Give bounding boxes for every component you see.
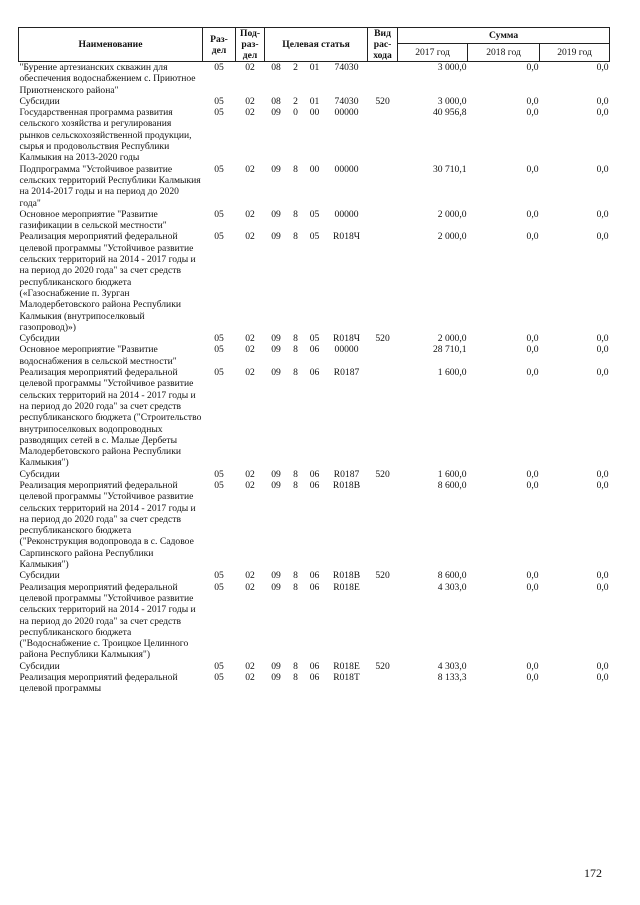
cell-sum-2019: 0,0 bbox=[596, 672, 609, 684]
cell-razdel: 05 bbox=[214, 581, 224, 593]
cell-sum-2017: 28 710,1 bbox=[432, 344, 467, 356]
cell-sum-2019: 0,0 bbox=[596, 333, 609, 345]
cell-sum-2017: 1 600,0 bbox=[437, 367, 467, 379]
cell-subprogram: 8 bbox=[293, 581, 298, 593]
cell-name: Подпрограмма "Устойчивое развитие сельских территорий Республики Калмыкия на 2014-2017 годы и на период до 2020 года" bbox=[19, 163, 201, 209]
cell-sum-2017: 8 133,3 bbox=[437, 672, 467, 684]
cell-sum-2019: 0,0 bbox=[596, 367, 609, 379]
cell-vid bbox=[368, 62, 398, 96]
cell-razdel: 05 bbox=[214, 479, 224, 491]
table-row bbox=[19, 582, 610, 661]
budget-table bbox=[18, 27, 610, 695]
cell-sum-2018: 0,0 bbox=[526, 367, 539, 379]
cell-razdel: 05 bbox=[214, 333, 224, 345]
cell-measure: 05 bbox=[309, 208, 320, 220]
cell-sum-2018: 0,0 bbox=[526, 333, 539, 345]
cell-name: Субсидии bbox=[19, 95, 60, 107]
cell-subprogram: 8 bbox=[293, 333, 298, 345]
cell-direction: 00000 bbox=[334, 208, 359, 220]
cell-sum-2019: 0,0 bbox=[596, 344, 609, 356]
table-row bbox=[19, 62, 610, 96]
cell-podrazdel: 02 bbox=[245, 672, 255, 684]
cell-sum-2017: 40 956,8 bbox=[432, 107, 467, 119]
cell-measure: 00 bbox=[309, 163, 320, 175]
cell-name: Реализация мероприятий федеральной целевой программы "Устойчивое развитие сельских территорий на 2014 - 2017 годы и на период до 2020 года" за счет средств республиканского бюджета ("Реконструкция водопровода в с. Садовое Сарпинского района Республики Калмыкия") bbox=[19, 479, 196, 571]
cell-sum-2018: 0,0 bbox=[526, 62, 539, 73]
cell-measure: 01 bbox=[309, 62, 320, 73]
cell-podrazdel: 02 bbox=[245, 581, 255, 593]
cell-sum-2018: 0,0 bbox=[526, 163, 539, 175]
cell-subprogram: 2 bbox=[293, 62, 298, 73]
cell-podrazdel: 02 bbox=[245, 367, 255, 379]
cell-sum-2017: 8 600,0 bbox=[437, 570, 467, 582]
cell-vid bbox=[368, 344, 398, 367]
cell-direction: R0187 bbox=[333, 367, 360, 379]
table-row bbox=[19, 209, 610, 232]
col-header-sum: Сумма bbox=[398, 28, 610, 44]
col-header-vid: Вид рас- хода bbox=[368, 28, 398, 62]
cell-sum-2018: 0,0 bbox=[526, 581, 539, 593]
cell-direction: 74030 bbox=[334, 62, 359, 73]
cell-sum-2019: 0,0 bbox=[596, 468, 609, 480]
table-row bbox=[19, 469, 610, 480]
cell-measure: 06 bbox=[309, 344, 320, 356]
cell-sum-2017: 2 000,0 bbox=[437, 208, 467, 220]
cell-razdel: 05 bbox=[214, 468, 224, 480]
cell-podrazdel: 02 bbox=[245, 163, 255, 175]
cell-name: Реализация мероприятий федеральной целевой программы "Устойчивое развитие сельских территорий на 2014 - 2017 годы и на период до 2020 года" за счет средств республиканского бюджета ("Водоснабжение с. Троицкое Целинного района Республики Калмыкия") bbox=[19, 581, 196, 661]
cell-sum-2019: 0,0 bbox=[596, 570, 609, 582]
cell-program: 09 bbox=[271, 581, 281, 593]
cell-podrazdel: 02 bbox=[245, 208, 255, 220]
cell-sum-2019: 0,0 bbox=[596, 208, 609, 220]
cell-vid bbox=[368, 231, 398, 333]
cell-program: 09 bbox=[271, 344, 281, 356]
cell-program: 09 bbox=[271, 107, 281, 119]
cell-measure: 06 bbox=[309, 570, 320, 582]
cell-subprogram: 8 bbox=[293, 208, 298, 220]
table-row bbox=[19, 661, 610, 672]
table-row bbox=[19, 231, 610, 333]
cell-sum-2019: 0,0 bbox=[596, 62, 609, 73]
cell-name: Реализация мероприятий федеральной целевой программы "Устойчивое развитие сельских территорий на 2014 - 2017 годы и на период до 2020 года" за счет средств республиканского бюджета («Газоснабжение п. Зурган Малодербетовского района Республики Калмыкия (внутрипоселковый газопровод)») bbox=[19, 231, 196, 333]
cell-measure: 00 bbox=[309, 107, 320, 119]
cell-program: 09 bbox=[271, 231, 281, 243]
cell-sum-2018: 0,0 bbox=[526, 570, 539, 582]
cell-podrazdel: 02 bbox=[245, 107, 255, 119]
cell-program: 08 bbox=[271, 95, 281, 107]
cell-subprogram: 8 bbox=[293, 660, 298, 672]
cell-measure: 06 bbox=[309, 367, 320, 379]
cell-razdel: 05 bbox=[214, 672, 224, 684]
table-row bbox=[19, 164, 610, 209]
cell-vid bbox=[368, 367, 398, 469]
table-row bbox=[19, 96, 610, 107]
cell-podrazdel: 02 bbox=[245, 333, 255, 345]
cell-sum-2018: 0,0 bbox=[526, 468, 539, 480]
cell-vid: 520 bbox=[375, 660, 390, 672]
cell-razdel: 05 bbox=[214, 95, 224, 107]
table-row bbox=[19, 333, 610, 344]
cell-program: 09 bbox=[271, 333, 281, 345]
cell-sum-2018: 0,0 bbox=[526, 107, 539, 119]
cell-sum-2018: 0,0 bbox=[526, 231, 539, 243]
cell-measure: 05 bbox=[309, 231, 320, 243]
cell-sum-2019: 0,0 bbox=[596, 231, 609, 243]
cell-program: 09 bbox=[271, 479, 281, 491]
table-row bbox=[19, 480, 610, 570]
cell-program: 09 bbox=[271, 570, 281, 582]
cell-vid bbox=[368, 209, 398, 232]
cell-direction: R018T bbox=[333, 672, 360, 684]
cell-sum-2018: 0,0 bbox=[526, 95, 539, 107]
col-header-name: Наименование bbox=[19, 28, 203, 62]
cell-sum-2017: 4 303,0 bbox=[437, 581, 467, 593]
cell-sum-2017: 8 600,0 bbox=[437, 479, 467, 491]
table-row bbox=[19, 367, 610, 469]
cell-subprogram: 2 bbox=[293, 95, 298, 107]
cell-sum-2019: 0,0 bbox=[596, 581, 609, 593]
cell-razdel: 05 bbox=[214, 163, 224, 175]
cell-podrazdel: 02 bbox=[245, 95, 255, 107]
cell-sum-2017: 1 600,0 bbox=[437, 468, 467, 480]
cell-podrazdel: 02 bbox=[245, 231, 255, 243]
cell-sum-2018: 0,0 bbox=[526, 672, 539, 684]
table-row bbox=[19, 672, 610, 695]
cell-program: 09 bbox=[271, 367, 281, 379]
cell-vid: 520 bbox=[375, 95, 390, 107]
cell-direction: R018Ч bbox=[333, 333, 361, 345]
cell-name: Субсидии bbox=[19, 333, 60, 345]
cell-subprogram: 0 bbox=[293, 107, 298, 119]
cell-sum-2017: 30 710,1 bbox=[432, 163, 467, 175]
cell-sum-2019: 0,0 bbox=[596, 107, 609, 119]
cell-sum-2017: 3 000,0 bbox=[437, 62, 467, 73]
cell-vid: 520 bbox=[375, 570, 390, 582]
cell-sum-2017: 3 000,0 bbox=[437, 95, 467, 107]
cell-razdel: 05 bbox=[214, 660, 224, 672]
cell-direction: R018E bbox=[333, 660, 360, 672]
cell-vid bbox=[368, 480, 398, 570]
cell-razdel: 05 bbox=[214, 344, 224, 356]
cell-program: 08 bbox=[271, 62, 281, 73]
table-row bbox=[19, 107, 610, 163]
cell-subprogram: 8 bbox=[293, 344, 298, 356]
col-header-podrazdel: Под- раз- дел bbox=[236, 28, 265, 62]
cell-razdel: 05 bbox=[214, 231, 224, 243]
cell-subprogram: 8 bbox=[293, 367, 298, 379]
cell-sum-2018: 0,0 bbox=[526, 208, 539, 220]
cell-measure: 05 bbox=[309, 333, 320, 345]
table-row bbox=[19, 570, 610, 581]
page-number: 172 bbox=[584, 866, 602, 880]
cell-measure: 06 bbox=[309, 672, 320, 684]
cell-program: 09 bbox=[271, 163, 281, 175]
cell-razdel: 05 bbox=[214, 62, 224, 73]
cell-razdel: 05 bbox=[214, 570, 224, 582]
cell-subprogram: 8 bbox=[293, 479, 298, 491]
cell-razdel: 05 bbox=[214, 367, 224, 379]
cell-name: Субсидии bbox=[19, 570, 60, 582]
cell-name: Субсидии bbox=[19, 468, 60, 480]
cell-program: 09 bbox=[271, 208, 281, 220]
cell-sum-2019: 0,0 bbox=[596, 163, 609, 175]
table-row bbox=[19, 344, 610, 367]
cell-sum-2018: 0,0 bbox=[526, 344, 539, 356]
cell-subprogram: 8 bbox=[293, 231, 298, 243]
cell-direction: 00000 bbox=[334, 163, 359, 175]
cell-measure: 06 bbox=[309, 581, 320, 593]
cell-sum-2017: 4 303,0 bbox=[437, 660, 467, 672]
cell-direction: 00000 bbox=[334, 107, 359, 119]
cell-sum-2017: 2 000,0 bbox=[437, 333, 467, 345]
cell-podrazdel: 02 bbox=[245, 468, 255, 480]
cell-subprogram: 8 bbox=[293, 570, 298, 582]
cell-sum-2019: 0,0 bbox=[596, 95, 609, 107]
cell-program: 09 bbox=[271, 468, 281, 480]
cell-name: Реализация мероприятий федеральной целевой программы "Устойчивое развитие сельских территорий на 2014 - 2017 годы и на период до 2020 года" за счет средств республиканского бюджета ("Строительство внутрипоселковых водопроводных разводящих сетей в с. Малые Дербеты Малодербетовского района Республики Калмыкия") bbox=[19, 367, 202, 469]
cell-name: "Бурение артезианских скважин для обеспечения водоснабжением с. Приютное Приютненского района" bbox=[19, 62, 196, 96]
cell-measure: 01 bbox=[309, 95, 320, 107]
cell-podrazdel: 02 bbox=[245, 570, 255, 582]
cell-vid bbox=[368, 107, 398, 163]
cell-vid bbox=[368, 672, 398, 695]
cell-direction: R018E bbox=[333, 581, 360, 593]
cell-vid bbox=[368, 582, 398, 661]
cell-name: Основное мероприятие "Развитие водоснабжения в сельской местности" bbox=[19, 344, 177, 367]
cell-razdel: 05 bbox=[214, 107, 224, 119]
cell-sum-2017: 2 000,0 bbox=[437, 231, 467, 243]
col-header-year-2019: 2019 год bbox=[540, 43, 610, 61]
cell-vid: 520 bbox=[375, 468, 390, 480]
cell-sum-2019: 0,0 bbox=[596, 479, 609, 491]
cell-podrazdel: 02 bbox=[245, 479, 255, 491]
col-header-target: Целевая статья bbox=[265, 28, 368, 62]
cell-program: 09 bbox=[271, 672, 281, 684]
cell-sum-2018: 0,0 bbox=[526, 479, 539, 491]
cell-name: Субсидии bbox=[19, 660, 60, 672]
cell-sum-2018: 0,0 bbox=[526, 660, 539, 672]
cell-measure: 06 bbox=[309, 468, 320, 480]
cell-program: 09 bbox=[271, 660, 281, 672]
cell-measure: 06 bbox=[309, 660, 320, 672]
cell-direction: 74030 bbox=[334, 95, 359, 107]
cell-vid bbox=[368, 164, 398, 209]
cell-subprogram: 8 bbox=[293, 672, 298, 684]
cell-sum-2019: 0,0 bbox=[596, 660, 609, 672]
cell-name: Государственная программа развития сельского хозяйства и регулирования рынков сельскохозяйственной продукции, сырья и продовольствия Республики Калмыкия на 2013-2020 годы bbox=[19, 107, 192, 164]
cell-subprogram: 8 bbox=[293, 163, 298, 175]
cell-podrazdel: 02 bbox=[245, 344, 255, 356]
cell-direction: 00000 bbox=[334, 344, 359, 356]
col-header-razdel: Раз- дел bbox=[203, 28, 236, 62]
cell-name: Основное мероприятие "Развитие газификации в сельской местности" bbox=[19, 208, 167, 232]
cell-direction: R018B bbox=[332, 570, 361, 582]
cell-direction: R018Ч bbox=[333, 231, 361, 243]
cell-razdel: 05 bbox=[214, 208, 224, 220]
cell-measure: 06 bbox=[309, 479, 320, 491]
col-header-year-2018: 2018 год bbox=[468, 43, 540, 61]
cell-podrazdel: 02 bbox=[245, 62, 255, 73]
cell-vid: 520 bbox=[375, 333, 390, 345]
cell-podrazdel: 02 bbox=[245, 660, 255, 672]
cell-direction: R018B bbox=[332, 479, 361, 491]
col-header-year-2017: 2017 год bbox=[398, 43, 468, 61]
cell-subprogram: 8 bbox=[293, 468, 298, 480]
cell-direction: R0187 bbox=[333, 468, 360, 480]
cell-name: Реализация мероприятий федеральной целевой программы bbox=[19, 672, 178, 695]
